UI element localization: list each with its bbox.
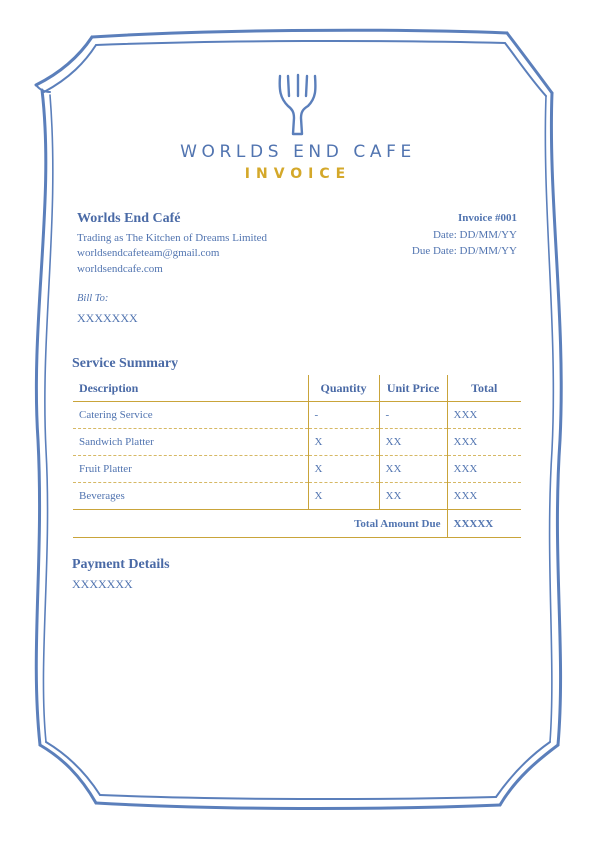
row-total: XXX <box>447 483 521 510</box>
sender-trading-name: Trading as The Kitchen of Dreams Limited <box>77 232 268 244</box>
row-total: XXX <box>447 429 521 456</box>
row-quantity: - <box>308 402 379 429</box>
row-unit-price: XX <box>379 456 447 483</box>
total-amount-value: XXXXX <box>447 510 521 538</box>
header-description: Description <box>73 375 308 402</box>
payment-details-title: Payment Details <box>72 557 170 572</box>
row-quantity: X <box>308 456 379 483</box>
row-description: Fruit Platter <box>73 456 308 483</box>
document-type: INVOICE <box>244 166 352 182</box>
row-unit-price: - <box>379 402 447 429</box>
service-table <box>73 375 521 538</box>
table-row <box>73 402 521 429</box>
bill-to-label: Bill To: <box>77 293 109 304</box>
table-row <box>73 429 521 456</box>
header-quantity: Quantity <box>308 375 379 402</box>
total-amount-label: Total Amount Due <box>73 510 447 538</box>
service-summary-title: Service Summary <box>72 356 179 371</box>
table-row <box>73 483 521 510</box>
row-total: XXX <box>447 456 521 483</box>
row-unit-price: XX <box>379 429 447 456</box>
invoice-due-date: Due Date: DD/MM/YY <box>411 245 517 257</box>
sender-name: Worlds End Café <box>77 211 181 226</box>
header-total: Total <box>447 375 521 402</box>
invoice-date: Date: DD/MM/YY <box>432 229 517 241</box>
header-unit-price: Unit Price <box>379 375 447 402</box>
sender-email: worldsendcafeteam@gmail.com <box>77 247 220 259</box>
brand-name: WORLDS END CAFE <box>180 142 416 162</box>
table-row <box>73 456 521 483</box>
row-description: Catering Service <box>73 402 308 429</box>
row-total: XXX <box>447 402 521 429</box>
payment-details-value: XXXXXXX <box>72 577 133 591</box>
sender-website: worldsendcafe.com <box>77 263 163 275</box>
row-quantity: X <box>308 429 379 456</box>
bill-to-value: XXXXXXX <box>77 311 138 325</box>
row-unit-price: XX <box>379 483 447 510</box>
fork-icon <box>274 72 322 138</box>
row-description: Sandwich Platter <box>73 429 308 456</box>
table-header-row <box>73 375 521 402</box>
row-quantity: X <box>308 483 379 510</box>
invoice-number: Invoice #001 <box>458 212 517 224</box>
total-row <box>73 510 521 538</box>
row-description: Beverages <box>73 483 308 510</box>
